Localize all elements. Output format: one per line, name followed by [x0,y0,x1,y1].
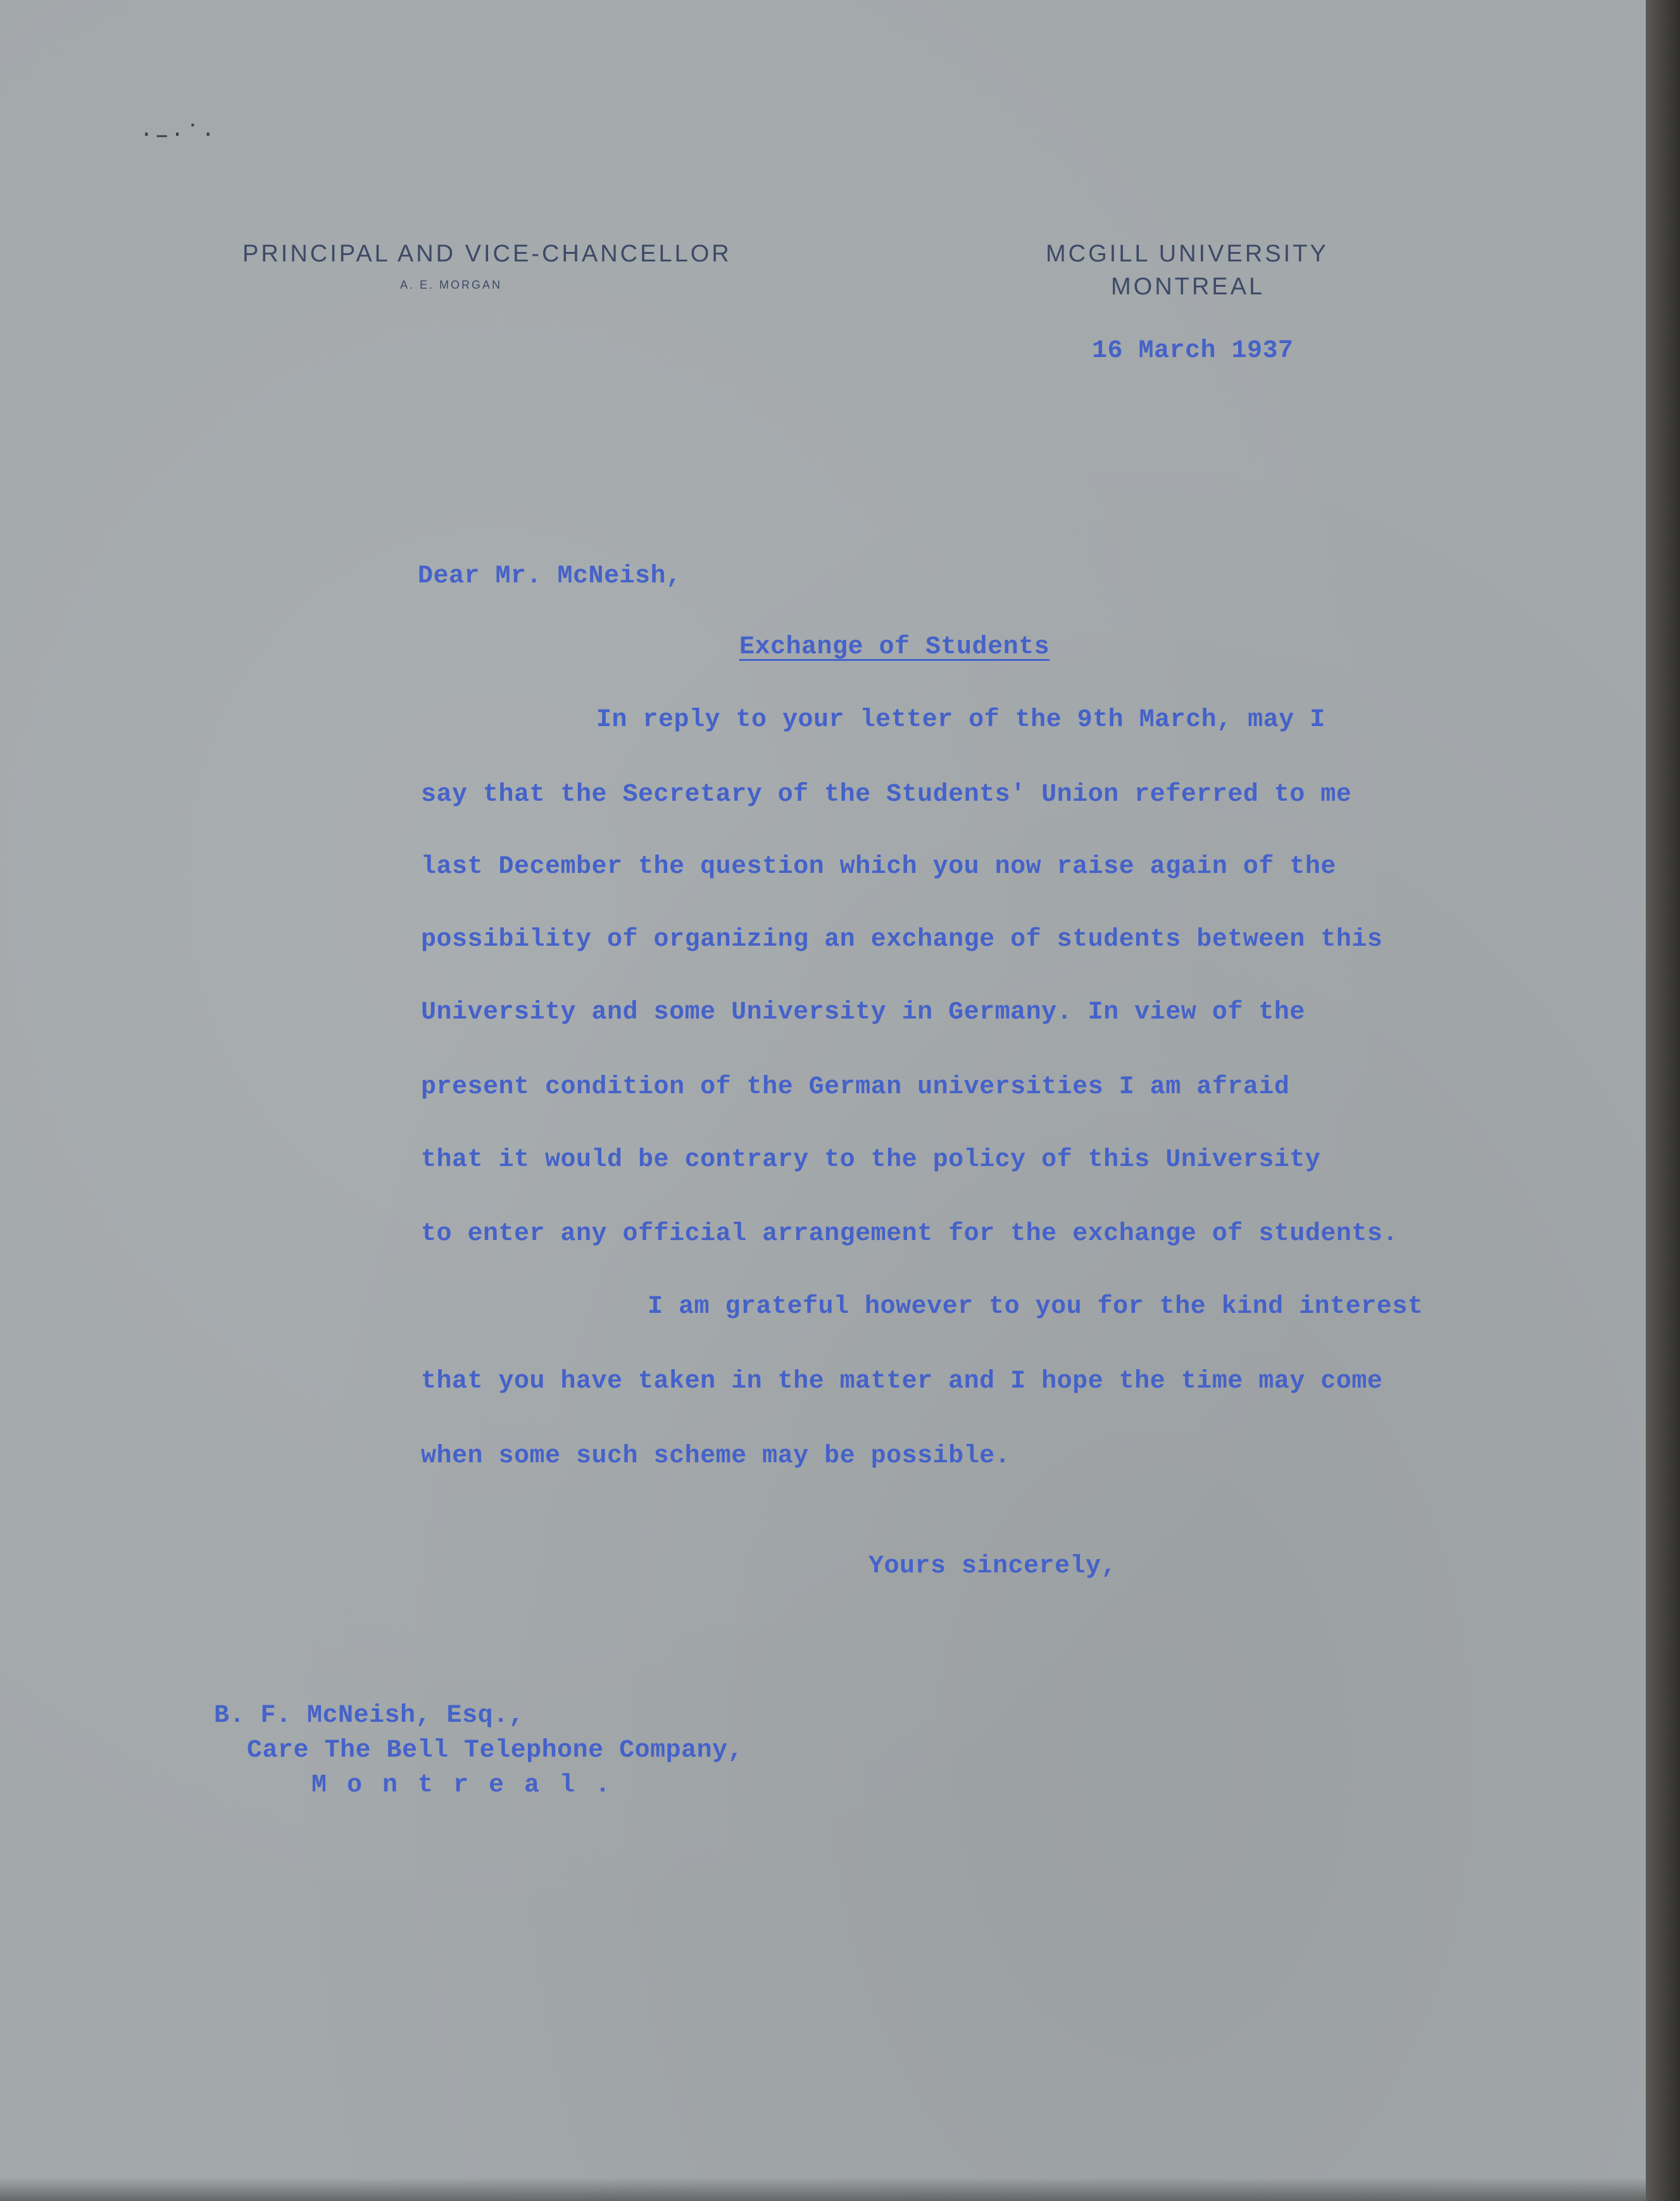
closing: Yours sincerely, [868,1552,1117,1581]
address-line-city: Montreal. [311,1771,631,1800]
body-line: when some such scheme may be possible. [421,1442,1011,1470]
scan-background-edge [1646,0,1680,2201]
margin-pencil-mark: ·–·˙· [142,120,218,149]
letterhead-right-city: MONTREAL [1111,273,1265,300]
address-line-name: B. F. McNeish, Esq., [214,1702,525,1730]
salutation: Dear Mr. McNeish, [418,562,682,591]
letterhead-right-title: MCGILL UNIVERSITY [1046,241,1329,267]
address-line-company: Care The Bell Telephone Company, [247,1736,744,1765]
body-line: last December the question which you now raise again of the [421,853,1336,881]
body-line: I am grateful however to you for the kind interest [648,1293,1424,1321]
body-line: possibility of organizing an exchange of students between this [421,925,1383,954]
letterhead-left-name: A. E. MORGAN [400,279,503,291]
body-line: that it would be contrary to the policy of this University [421,1146,1321,1174]
body-line: present condition of the German universities I am afraid [421,1073,1290,1101]
letterhead-left-title: PRINCIPAL AND VICE-CHANCELLOR [242,241,732,267]
body-line: say that the Secretary of the Students' Union referred to me [421,781,1352,809]
body-line: In reply to your letter of the 9th March, may I [596,706,1326,734]
body-line: that you have taken in the matter and I hope the time may come [421,1367,1383,1396]
subject-heading: Exchange of Students [739,633,1050,662]
body-line: to enter any official arrangement for the exchange of students. [421,1220,1398,1248]
body-line: University and some University in Germany. In view of the [421,998,1305,1027]
scan-bottom-shadow [0,2178,1646,2201]
letter-date: 16 March 1937 [1092,337,1294,365]
